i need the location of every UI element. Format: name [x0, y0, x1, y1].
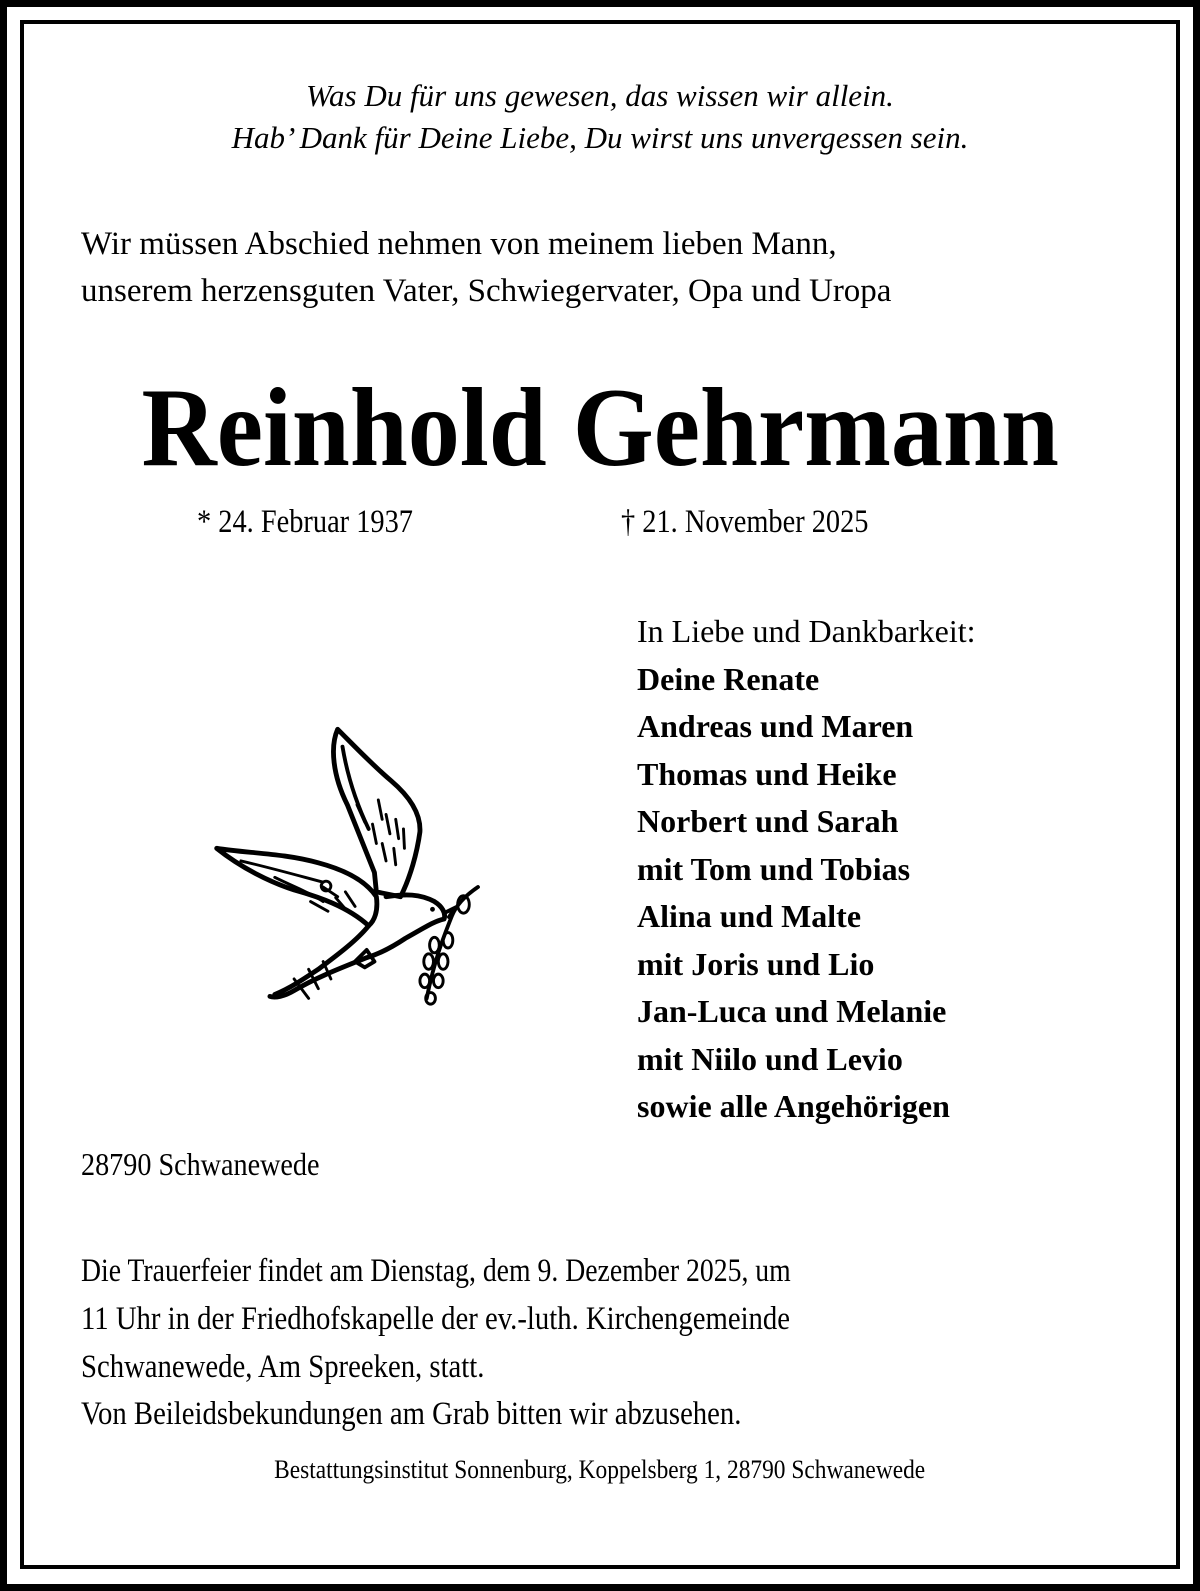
signature-name: Jan-Luca und Melanie	[637, 993, 947, 1029]
birth-date	[197, 506, 448, 539]
deceased-name	[0, 366, 1200, 490]
undertaker	[0, 1457, 1200, 1483]
intro-line-2: unserem herzensguten Vater, Schwiegervater, Opa und Uropa	[81, 273, 892, 309]
service-line-2-text: 11 Uhr in der Friedhofskapelle der ev.-luth. Kirchengemeinde	[81, 1301, 791, 1337]
residence	[81, 1148, 352, 1180]
signature-name: Andreas und Maren	[637, 708, 914, 744]
birth-date-text: * 24. Februar 1937	[197, 504, 413, 540]
service-line-3	[81, 1351, 545, 1384]
signature-name: mit Niilo und Levio	[637, 1041, 903, 1077]
signature-name: Norbert und Sarah	[637, 803, 899, 839]
residence-text: 28790 Schwanewede	[81, 1146, 320, 1182]
service-line-4-text: Von Beileidsbekundungen am Grab bitten wir abzusehen.	[81, 1396, 742, 1432]
service-line-2	[81, 1303, 896, 1336]
motto-line-1: Was Du für uns gewesen, das wissen wir allein.	[306, 78, 894, 113]
signature-intro: In Liebe und Dankbarkeit:	[637, 613, 976, 649]
signature-name: Alina und Malte	[637, 898, 862, 934]
death-date	[621, 506, 909, 539]
deceased-name-text: Reinhold Gehrmann	[141, 366, 1059, 490]
signature-name: mit Joris und Lio	[637, 946, 875, 982]
death-date-text: † 21. November 2025	[621, 504, 869, 540]
dove-with-olive-branch-icon	[200, 708, 485, 1008]
undertaker-text: Bestattungsinstitut Sonnenburg, Koppelsberg 1, 28790 Schwanewede	[274, 1455, 926, 1484]
service-line-1-text: Die Trauerfeier findet am Dienstag, dem 9. Dezember 2025, um	[81, 1253, 791, 1289]
signature-name: sowie alle Angehörigen	[637, 1088, 950, 1124]
service-line-4	[81, 1398, 840, 1431]
motto-line-2: Hab’ Dank für Deine Liebe, Du wirst uns unvergessen sein.	[231, 120, 969, 155]
service-line-3-text: Schwanewede, Am Spreeken, statt.	[81, 1349, 485, 1385]
signature-name: Thomas und Heike	[637, 756, 897, 792]
signature-name: mit Tom und Tobias	[637, 851, 911, 887]
service-line-1	[81, 1255, 926, 1288]
signature-name: Deine Renate	[637, 661, 820, 697]
intro-line-1: Wir müssen Abschied nehmen von meinem lieben Mann,	[81, 226, 837, 262]
